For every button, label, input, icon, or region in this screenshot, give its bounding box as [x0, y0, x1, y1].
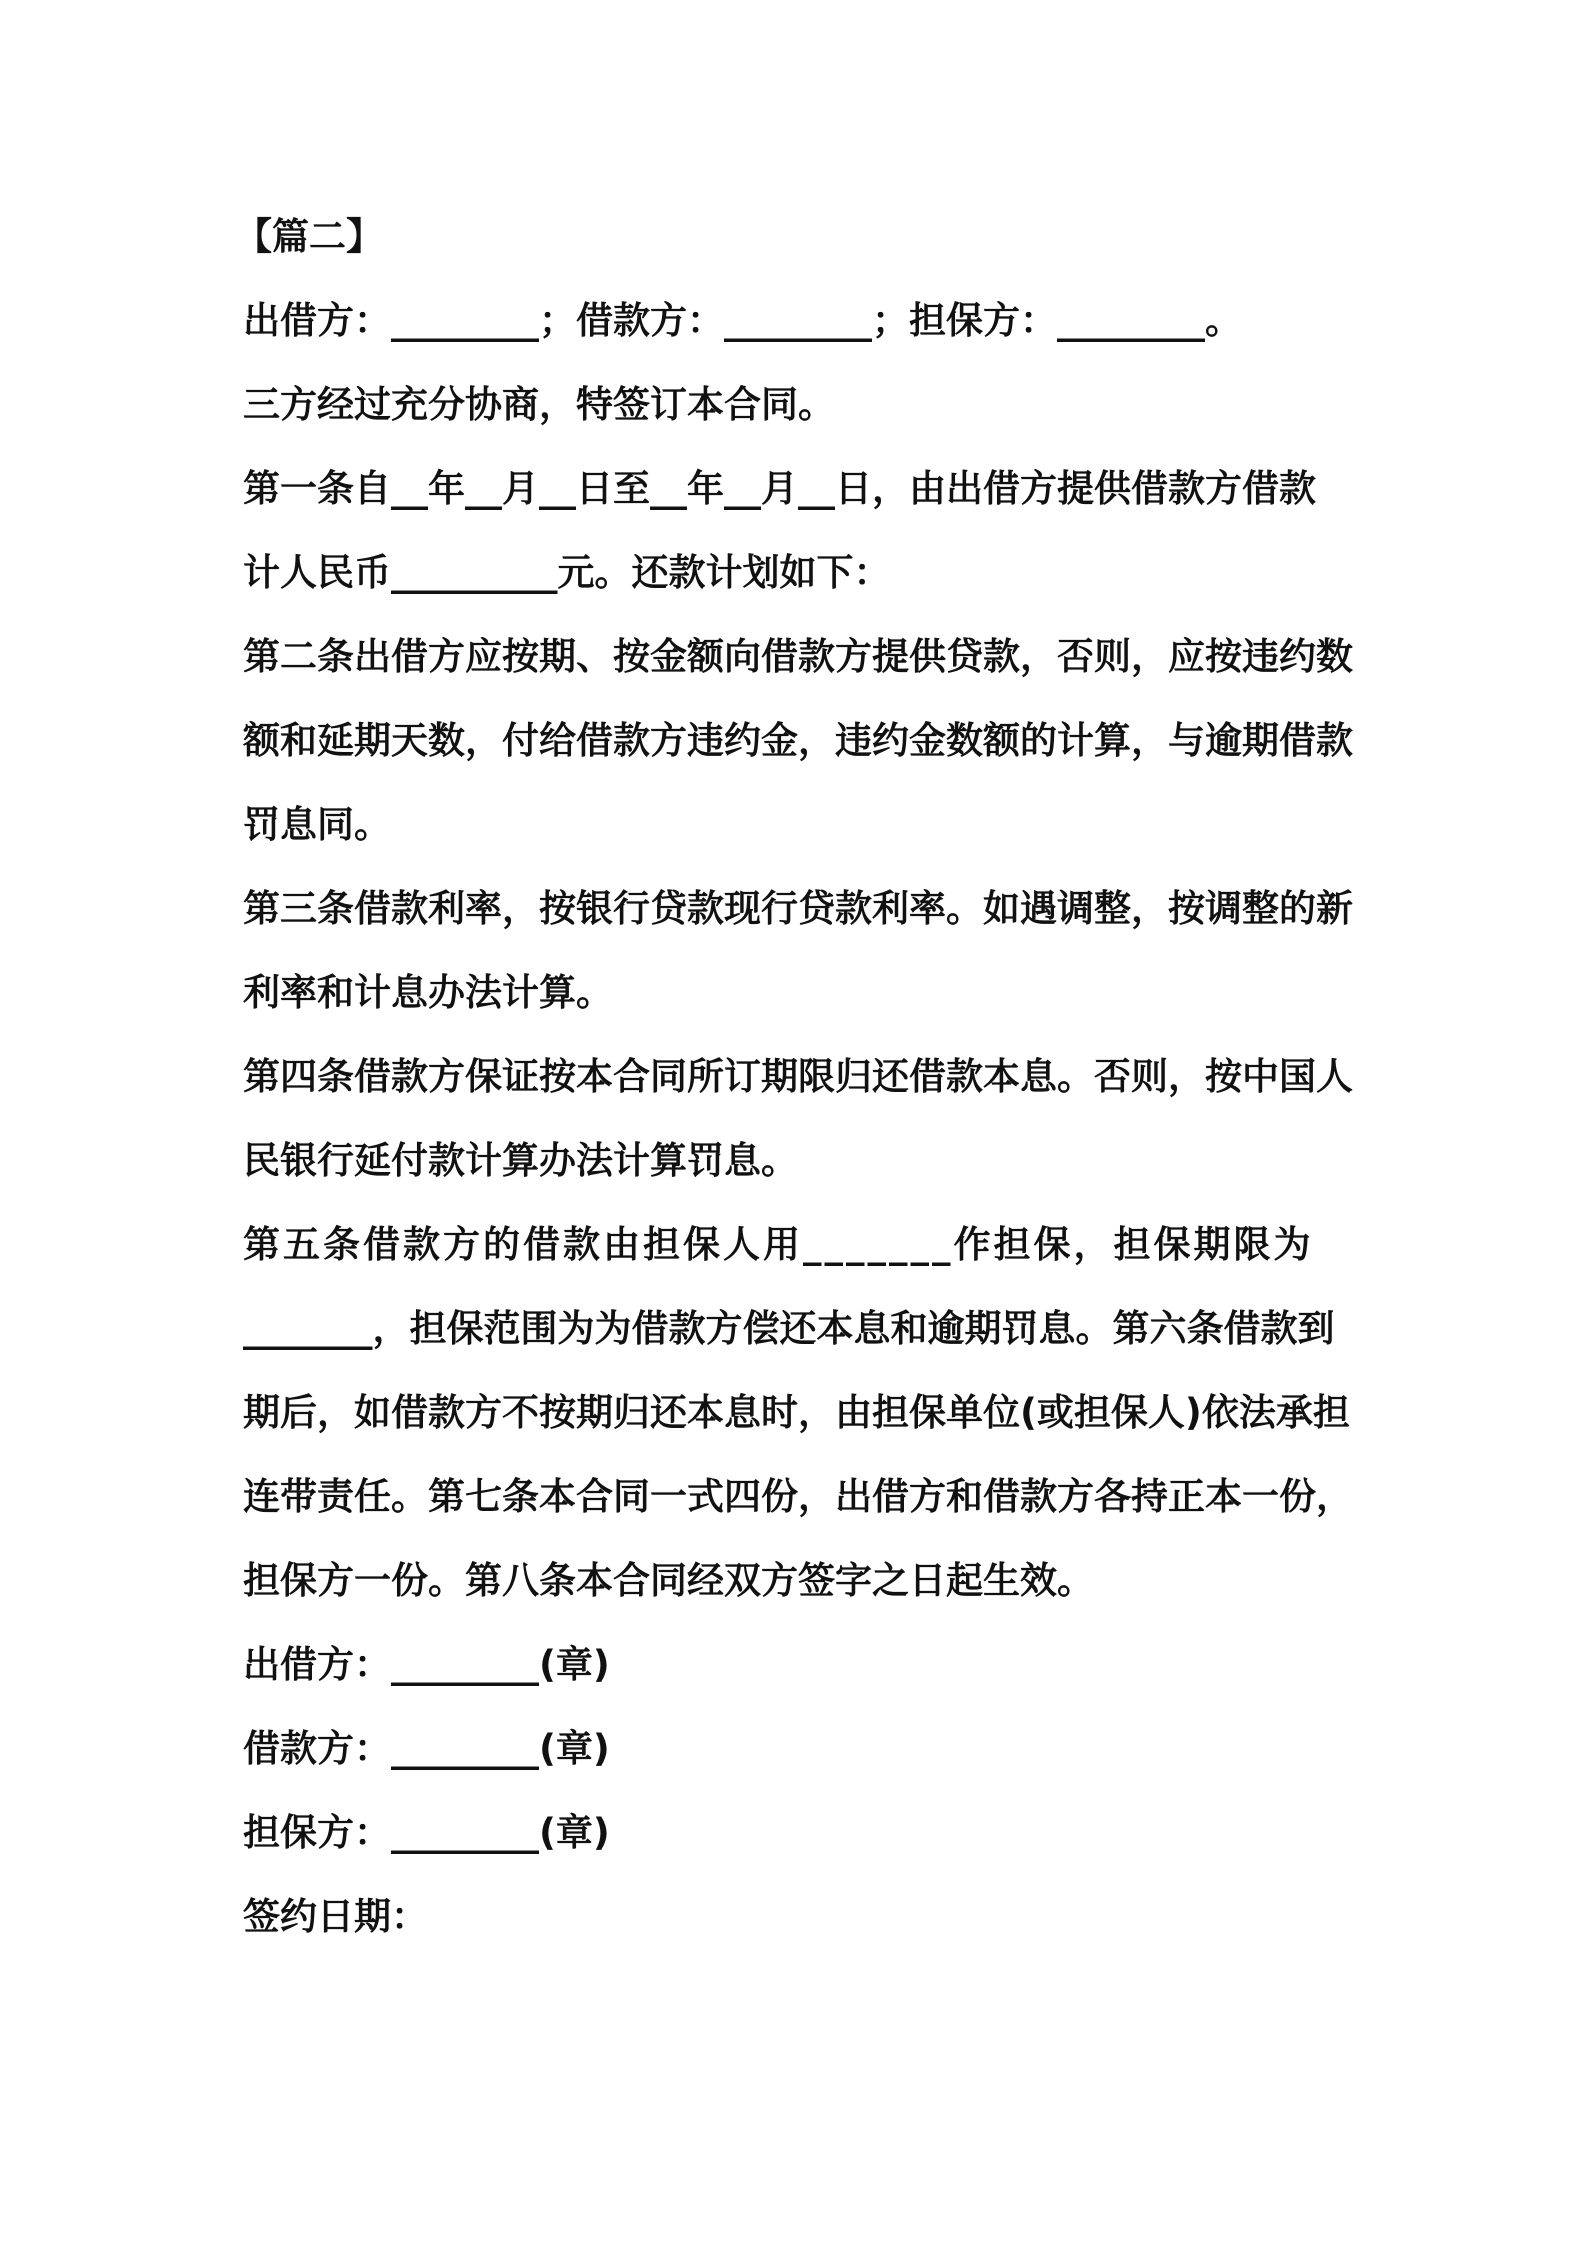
- contract-body: [235, 195, 1353, 1959]
- article-5-line-2: _______，担保范围为为借款方偿还本息和逾期罚息。第六条借款到: [243, 1307, 1335, 1350]
- article-5-line-4: 连带责任。第七条本合同一式四份，出借方和借款方各持正本一份，: [243, 1475, 1353, 1518]
- intro-paragraph: 三方经过充分协商，特签订本合同。: [243, 383, 835, 426]
- article-5-line-5: 担保方一份。第八条本合同经双方签字之日起生效。: [243, 1559, 1094, 1602]
- signing-date-label: 签约日期：: [243, 1895, 428, 1938]
- article-2-line-1: 第二条出借方应按期、按金额向借款方提供贷款，否则，应按违约数: [243, 635, 1353, 678]
- article-2-line-2: 额和延期天数，付给借款方违约金，违约金数额的计算，与逾期借款: [243, 719, 1353, 762]
- parties-line: 出借方：________；借款方：________；担保方：________。: [243, 299, 1242, 342]
- signature-guarantor: 担保方：________(章): [243, 1811, 610, 1854]
- article-5-line-3: 期后，如借款方不按期归还本息时，由担保单位(或担保人)依法承担: [243, 1391, 1350, 1434]
- article-1-line-2: 计人民币_________元。还款计划如下：: [243, 551, 891, 594]
- article-1-line-1: 第一条自__年__月__日至__年__月__日，由出借方提供借款方借款: [243, 467, 1316, 510]
- article-2-line-3: 罚息同。: [243, 803, 391, 846]
- article-4-line-1: 第四条借款方保证按本合同所订期限归还借款本息。否则，按中国人: [243, 1055, 1353, 1098]
- section-heading: 【篇二】: [235, 215, 383, 258]
- signature-borrower: 借款方：________(章): [243, 1727, 610, 1770]
- signature-lender: 出借方：________(章): [243, 1643, 610, 1686]
- article-3-line-2: 利率和计息办法计算。: [243, 971, 613, 1014]
- article-5-line-1: 第五条借款方的借款由担保人用_______作担保，担保期限为: [243, 1223, 1314, 1266]
- article-4-line-2: 民银行延付款计算办法计算罚息。: [243, 1139, 798, 1182]
- article-3-line-1: 第三条借款利率，按银行贷款现行贷款利率。如遇调整，按调整的新: [243, 887, 1353, 930]
